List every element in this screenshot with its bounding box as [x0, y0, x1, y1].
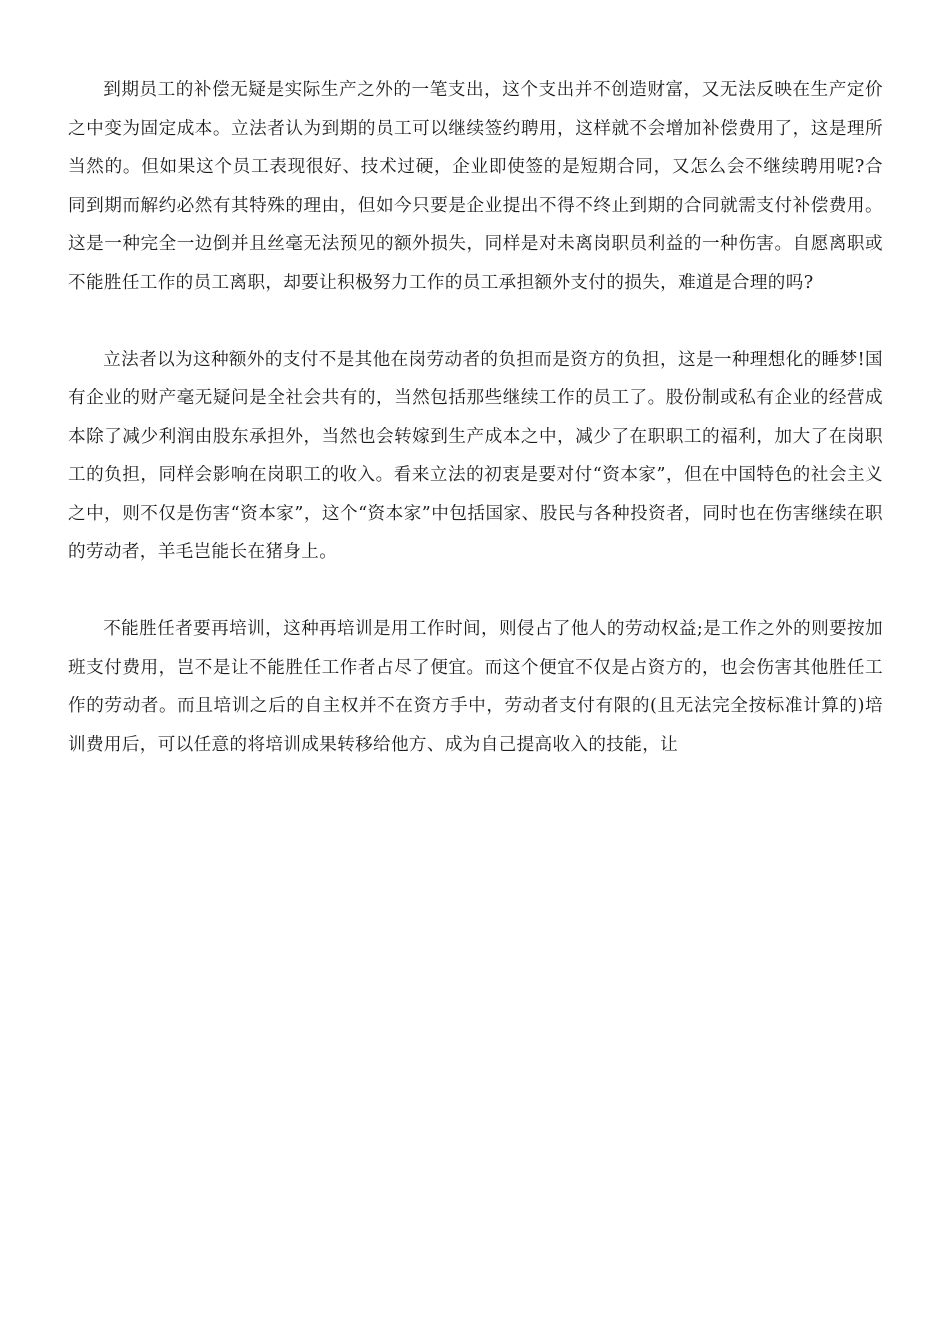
paragraph-3: 不能胜任者要再培训，这种再培训是用工作时间，则侵占了他人的劳动权益;是工作之外的则要按加班支付费用，岂不是让不能胜任工作者占尽了便宜。而这个便宜不仅是占资方的，也会伤害其他胜任工作的劳动者。而且培训之后的自主权并不在资方手中，劳动者支付有限的(且无法完全按标准计算的)培训费用后，可以任意的将培训成果转移给他方、成为自己提高收入的技能，让	[68, 619, 883, 755]
paragraph-2: 立法者以为这种额外的支付不是其他在岗劳动者的负担而是资方的负担，这是一种理想化的睡梦!国有企业的财产毫无疑问是全社会共有的，当然包括那些继续工作的员工了。股份制或私有企业的经营成本除了减少利润由股东承担外，当然也会转嫁到生产成本之中，减少了在职职工的福利，加大了在岗职工的负担，同样会影响在岗职工的收入。看来立法的初衷是要对付“资本家”，但在中国特色的社会主义之中，则不仅是伤害“资本家”，这个“资本家”中包括国家、股民与各种投资者，同时也在伤害继续在职的劳动者，羊毛岂能长在猪身上。	[68, 349, 883, 562]
document-body	[68, 71, 883, 803]
paragraph-1: 到期员工的补偿无疑是实际生产之外的一笔支出，这个支出并不创造财富，又无法反映在生产定价之中变为固定成本。立法者认为到期的员工可以继续签约聘用，这样就不会增加补偿费用了，这是理所当然的。但如果这个员工表现很好、技术过硬，企业即使签的是短期合同，又怎么会不继续聘用呢?合同到期而解约必然有其特殊的理由，但如今只要是企业提出不得不终止到期的合同就需支付补偿费用。这是一种完全一边倒并且丝毫无法预见的额外损失，同样是对未离岗职员利益的一种伤害。自愿离职或不能胜任工作的员工离职，却要让积极努力工作的员工承担额外支付的损失，难道是合理的吗?	[68, 80, 883, 293]
